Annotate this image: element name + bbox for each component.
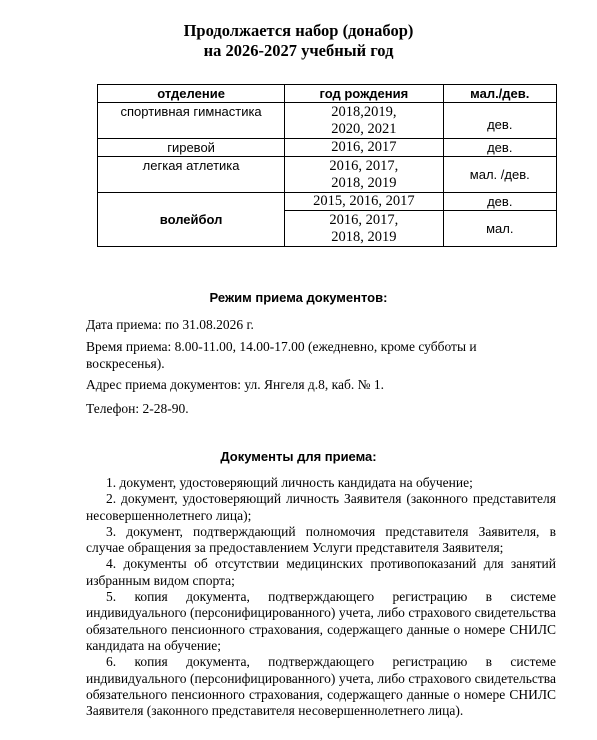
birth-years-line: 2020, 2021 xyxy=(331,120,397,137)
list-item: 6. копия документа, подтверждающего регистрацию в системе индивидуального (персонифицированного) учета, либо страхового свидетельства обязательного пенсионного страхования, содержащего данные о номере СНИЛС Заявителя (законного представителя несовершеннолетнего лица). xyxy=(86,654,556,719)
section-name: спортивная гимнастика xyxy=(98,103,285,139)
birth-years-line: 2015, 2016, 2017 xyxy=(313,193,415,209)
birth-years-line: 2016, 2017, xyxy=(329,211,399,228)
schedule-date: Дата приема: по 31.08.2026 г. xyxy=(86,317,254,332)
table-row xyxy=(98,103,557,139)
list-item: 2. документ, удостоверяющий личность Заявителя (законного представителя несовершеннолетнего лица); xyxy=(86,491,556,523)
list-item: 5. копия документа, подтверждающего регистрацию в системе индивидуального (персонифицированного) учета, либо страхового свидетельства обязательного пенсионного страхования, содержащего данные о номере СНИЛС кандидата на обучение; xyxy=(86,589,556,653)
header-birth-year: год рождения xyxy=(285,85,443,103)
table-row xyxy=(98,157,557,193)
birth-years-line: 2018, 2019 xyxy=(331,228,397,245)
section-name: волейбол xyxy=(98,193,285,247)
gender: дев. xyxy=(443,139,556,157)
groups-table xyxy=(97,84,557,247)
list-item: 1. документ, удостоверяющий личность кандидата на обучение; xyxy=(106,475,473,490)
gender: мал. /дев. xyxy=(443,157,556,193)
title-line-2: на 2026-2027 учебный год xyxy=(203,41,394,60)
birth-years-line: 2016, 2017, xyxy=(329,157,399,174)
schedule-time: Время приема: 8.00-11.00, 14.00-17.00 (ежедневно, кроме субботы и воскресенья). xyxy=(86,339,477,371)
birth-years-line: 2018, 2019 xyxy=(331,174,397,191)
birth-years xyxy=(285,211,443,247)
header-section: отделение xyxy=(98,85,285,103)
documents-list xyxy=(86,475,556,719)
schedule-heading: Режим приема документов: xyxy=(209,290,388,305)
section-name: гиревой xyxy=(98,139,285,157)
list-item: 3. документ, подтверждающий полномочия представителя Заявителя, в случае обращения за предоставлением Услуги представителя Заявителя; xyxy=(86,523,556,556)
birth-years xyxy=(285,103,443,139)
gender: дев. xyxy=(443,103,556,139)
birth-years xyxy=(285,193,443,211)
list-item: 4. документы об отсутствии медицинских противопоказаний для занятий избранным видом спорта; xyxy=(86,556,556,588)
table-row xyxy=(98,193,557,211)
documents-heading: Документы для приема: xyxy=(220,449,377,464)
schedule-phone: Телефон: 2-28-90. xyxy=(86,401,189,416)
schedule-address: Адрес приема документов: ул. Янгеля д.8, каб. № 1. xyxy=(86,377,384,392)
gender: мал. xyxy=(443,211,556,247)
birth-years-line: 2016, 2017 xyxy=(331,139,397,155)
birth-years xyxy=(285,157,443,193)
title-line-1: Продолжается набор (донабор) xyxy=(183,21,414,40)
section-name: легкая атлетика xyxy=(98,157,285,193)
gender: дев. xyxy=(443,193,556,211)
birth-years xyxy=(285,139,443,157)
table-row xyxy=(98,139,557,157)
header-gender: мал./дев. xyxy=(443,85,556,103)
table-header-row xyxy=(98,85,557,103)
birth-years-line: 2018,2019, xyxy=(331,103,397,120)
